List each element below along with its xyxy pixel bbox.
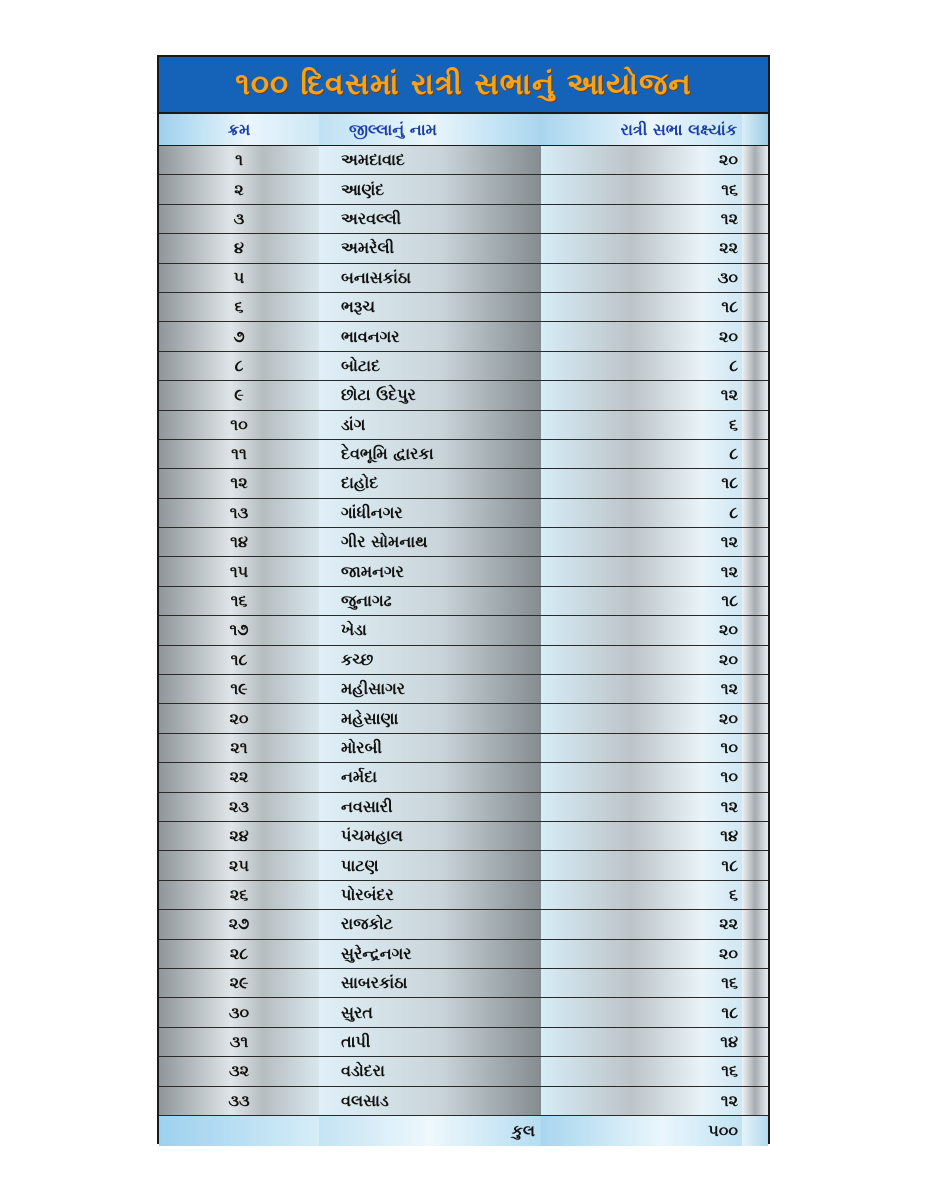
row-number: ૧૯ — [159, 675, 319, 703]
table-row — [159, 734, 768, 763]
row-number: ૧૮ — [159, 646, 319, 674]
table-row — [159, 1057, 768, 1086]
table-row — [159, 175, 768, 204]
row-spacer — [742, 469, 768, 497]
row-district: ગાંધીનગર — [319, 499, 541, 527]
row-spacer — [742, 293, 768, 321]
table-row — [159, 616, 768, 645]
row-target: ૧૨ — [541, 675, 742, 703]
table-row — [159, 675, 768, 704]
row-number: ૨ — [159, 175, 319, 203]
table-row — [159, 528, 768, 557]
table-title: ૧૦૦ દિવસમાં રાત્રી સભાનું આયોજન — [159, 57, 768, 114]
row-spacer — [742, 646, 768, 674]
table-row — [159, 763, 768, 792]
row-spacer — [742, 910, 768, 938]
row-target: ૨૨ — [541, 234, 742, 262]
row-district: જુનાગઢ — [319, 587, 541, 615]
row-district: દાહોદ — [319, 469, 541, 497]
row-district: પાટણ — [319, 851, 541, 879]
row-district: મહેસાણા — [319, 704, 541, 732]
row-spacer — [742, 763, 768, 791]
row-district: અમદાવાદ — [319, 146, 541, 174]
row-target: ૬ — [541, 881, 742, 909]
row-target: ૧૨ — [541, 381, 742, 409]
row-spacer — [742, 998, 768, 1026]
row-district: કચ્છ — [319, 646, 541, 674]
row-spacer — [742, 440, 768, 468]
row-spacer — [742, 616, 768, 644]
row-spacer — [742, 969, 768, 997]
table-row — [159, 381, 768, 410]
row-district: નર્મદા — [319, 763, 541, 791]
row-spacer — [742, 499, 768, 527]
row-number: ૨૦ — [159, 704, 319, 732]
row-target: ૧૦ — [541, 763, 742, 791]
row-number: ૪ — [159, 234, 319, 262]
row-spacer — [742, 940, 768, 968]
row-spacer — [742, 264, 768, 292]
table-body — [159, 146, 768, 1116]
total-row — [159, 1116, 768, 1146]
row-target: ૧૬ — [541, 175, 742, 203]
table-row — [159, 322, 768, 351]
row-number: ૧૬ — [159, 587, 319, 615]
row-number: ૨૬ — [159, 881, 319, 909]
row-number: ૧ — [159, 146, 319, 174]
header-target: રાત્રી સભા લક્ષ્યાંક — [541, 114, 742, 145]
row-district: દેવભૂમિ દ્વારકા — [319, 440, 541, 468]
total-spacer — [159, 1116, 319, 1146]
row-spacer — [742, 528, 768, 556]
table-row — [159, 557, 768, 586]
district-table — [157, 55, 770, 1144]
table-row — [159, 910, 768, 939]
row-district: બોટાદ — [319, 352, 541, 380]
row-district: સુરત — [319, 998, 541, 1026]
row-spacer — [742, 146, 768, 174]
row-number: ૫ — [159, 264, 319, 292]
row-spacer — [742, 822, 768, 850]
row-district: મહીસાગર — [319, 675, 541, 703]
table-row — [159, 146, 768, 175]
row-number: ૬ — [159, 293, 319, 321]
table-row — [159, 440, 768, 469]
row-target: ૮ — [541, 352, 742, 380]
row-number: ૧૨ — [159, 469, 319, 497]
total-label: કુલ — [319, 1116, 541, 1146]
row-district: ખેડા — [319, 616, 541, 644]
table-row — [159, 1087, 768, 1116]
table-row — [159, 587, 768, 616]
row-district: પંચમહાલ — [319, 822, 541, 850]
row-number: ૩ — [159, 205, 319, 233]
row-district: આણંદ — [319, 175, 541, 203]
row-spacer — [742, 411, 768, 439]
row-district: પોરબંદર — [319, 881, 541, 909]
header-district: જીલ્લાનું નામ — [319, 114, 541, 145]
row-target: ૧૪ — [541, 822, 742, 850]
row-spacer — [742, 1087, 768, 1115]
row-number: ૨૮ — [159, 940, 319, 968]
row-target: ૧૨ — [541, 528, 742, 556]
table-row — [159, 793, 768, 822]
table-row — [159, 499, 768, 528]
row-target: ૨૦ — [541, 616, 742, 644]
table-row — [159, 851, 768, 880]
total-value: ૫૦૦ — [541, 1116, 742, 1146]
table-row — [159, 293, 768, 322]
row-spacer — [742, 381, 768, 409]
row-spacer — [742, 1057, 768, 1085]
row-number: ૩૨ — [159, 1057, 319, 1085]
row-district: નવસારી — [319, 793, 541, 821]
row-target: ૨૦ — [541, 322, 742, 350]
row-spacer — [742, 352, 768, 380]
table-row — [159, 646, 768, 675]
row-spacer — [742, 734, 768, 762]
row-number: ૨૫ — [159, 851, 319, 879]
row-district: ગીર સોમનાથ — [319, 528, 541, 556]
table-row — [159, 998, 768, 1027]
row-spacer — [742, 1028, 768, 1056]
row-district: સાબરકાંઠા — [319, 969, 541, 997]
row-spacer — [742, 793, 768, 821]
row-number: ૨૯ — [159, 969, 319, 997]
row-district: બનાસકાંઠા — [319, 264, 541, 292]
row-district: મોરબી — [319, 734, 541, 762]
row-district: વલસાડ — [319, 1087, 541, 1115]
row-number: ૩૦ — [159, 998, 319, 1026]
table-row — [159, 940, 768, 969]
row-target: ૧૨ — [541, 793, 742, 821]
row-number: ૨૧ — [159, 734, 319, 762]
row-target: ૬ — [541, 411, 742, 439]
row-target: ૧૮ — [541, 469, 742, 497]
table-row — [159, 1028, 768, 1057]
table-row — [159, 822, 768, 851]
row-district: ભાવનગર — [319, 322, 541, 350]
table-header — [159, 114, 768, 146]
row-target: ૩૦ — [541, 264, 742, 292]
row-target: ૧૮ — [541, 587, 742, 615]
row-target: ૧૮ — [541, 998, 742, 1026]
row-district: ભરૂચ — [319, 293, 541, 321]
total-end-spacer — [742, 1116, 768, 1146]
row-target: ૨૦ — [541, 146, 742, 174]
row-spacer — [742, 851, 768, 879]
table-row — [159, 704, 768, 733]
table-row — [159, 264, 768, 293]
row-target: ૮ — [541, 499, 742, 527]
table-row — [159, 881, 768, 910]
row-district: સુરેન્દ્રનગર — [319, 940, 541, 968]
row-spacer — [742, 322, 768, 350]
row-district: રાજકોટ — [319, 910, 541, 938]
row-spacer — [742, 557, 768, 585]
row-target: ૧૬ — [541, 1057, 742, 1085]
row-target: ૧૪ — [541, 1028, 742, 1056]
table-row — [159, 234, 768, 263]
row-spacer — [742, 587, 768, 615]
row-number: ૯ — [159, 381, 319, 409]
row-target: ૧૨ — [541, 557, 742, 585]
table-row — [159, 352, 768, 381]
row-target: ૧૮ — [541, 293, 742, 321]
row-district: જામનગર — [319, 557, 541, 585]
row-target: ૨૨ — [541, 910, 742, 938]
row-target: ૧૮ — [541, 851, 742, 879]
table-row — [159, 969, 768, 998]
row-number: ૩૩ — [159, 1087, 319, 1115]
table-row — [159, 469, 768, 498]
row-district: અરવલ્લી — [319, 205, 541, 233]
row-district: અમરેલી — [319, 234, 541, 262]
row-number: ૨૨ — [159, 763, 319, 791]
row-target: ૧૬ — [541, 969, 742, 997]
row-district: છોટા ઉદેપુર — [319, 381, 541, 409]
row-target: ૧૨ — [541, 205, 742, 233]
header-spacer — [742, 114, 768, 145]
row-number: ૩૧ — [159, 1028, 319, 1056]
row-spacer — [742, 881, 768, 909]
row-target: ૨૦ — [541, 940, 742, 968]
row-number: ૨૩ — [159, 793, 319, 821]
row-spacer — [742, 704, 768, 732]
row-spacer — [742, 234, 768, 262]
row-number: ૧૭ — [159, 616, 319, 644]
row-number: ૧૧ — [159, 440, 319, 468]
row-district: તાપી — [319, 1028, 541, 1056]
row-target: ૨૦ — [541, 704, 742, 732]
row-number: ૭ — [159, 322, 319, 350]
row-number: ૧૩ — [159, 499, 319, 527]
row-number: ૧૦ — [159, 411, 319, 439]
row-target: ૧૦ — [541, 734, 742, 762]
table-row — [159, 205, 768, 234]
row-number: ૨૭ — [159, 910, 319, 938]
row-target: ૮ — [541, 440, 742, 468]
row-number: ૧૪ — [159, 528, 319, 556]
table-row — [159, 411, 768, 440]
header-number: ક્રમ — [159, 114, 319, 145]
row-number: ૮ — [159, 352, 319, 380]
row-spacer — [742, 175, 768, 203]
row-target: ૨૦ — [541, 646, 742, 674]
row-spacer — [742, 675, 768, 703]
row-district: વડોદરા — [319, 1057, 541, 1085]
row-target: ૧૨ — [541, 1087, 742, 1115]
row-number: ૧૫ — [159, 557, 319, 585]
row-spacer — [742, 205, 768, 233]
row-number: ૨૪ — [159, 822, 319, 850]
row-district: ડાંગ — [319, 411, 541, 439]
